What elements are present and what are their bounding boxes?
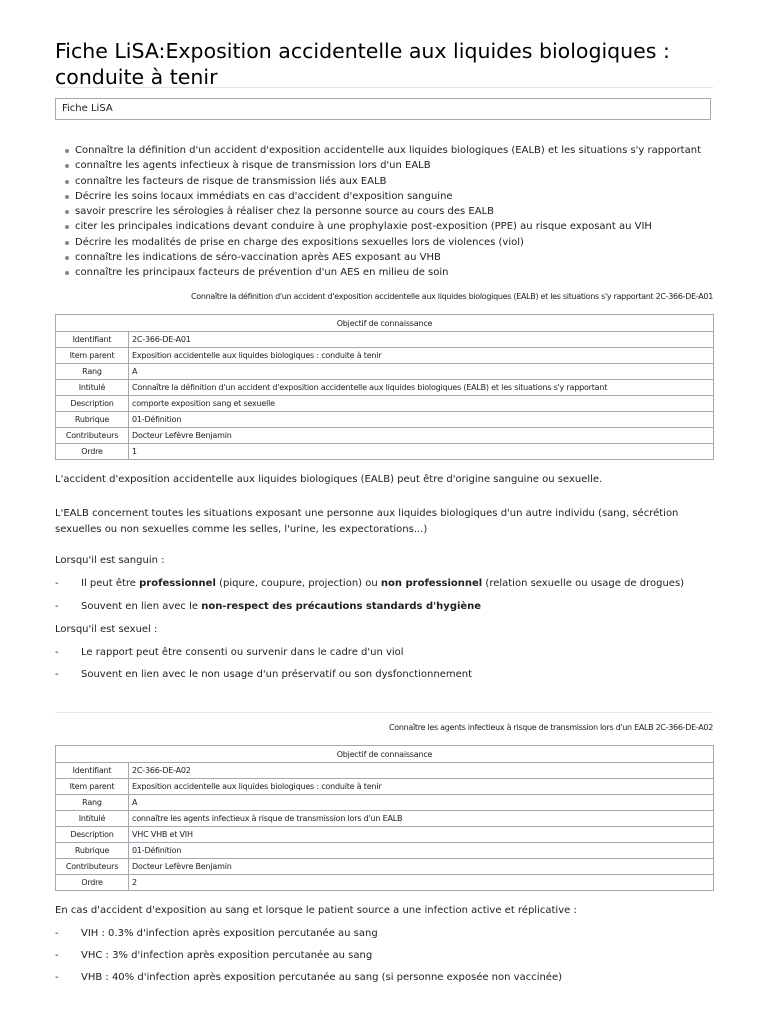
table-row — [56, 875, 714, 891]
table-row — [56, 380, 714, 396]
section2-table — [55, 745, 714, 891]
table-row — [56, 412, 714, 428]
section1-table — [55, 314, 714, 460]
row-label: Contributeurs — [56, 859, 129, 875]
table-row — [56, 396, 714, 412]
table-row — [56, 444, 714, 460]
table-header: Objectif de connaissance — [56, 315, 714, 332]
section2-caption: Connaître les agents infectieux à risque de transmission lors d'un EALB 2C-366-DE-A02 — [388, 723, 713, 732]
row-value: Connaître la définition d'un accident d'exposition accidentelle aux liquides biologiques (EALB) et les situations s'y rapportant — [129, 380, 714, 396]
section-divider — [55, 712, 713, 713]
row-value: Docteur Lefèvre Benjamin — [129, 859, 714, 875]
text-span: VIH : 0.3% d'infection après exposition percutanée au sang — [81, 928, 378, 939]
text-span: (relation sexuelle ou usage de drogues) — [482, 578, 685, 589]
row-value: Exposition accidentelle aux liquides biologiques : conduite à tenir — [129, 348, 714, 364]
dash-marker: - — [55, 601, 59, 612]
row-value: Exposition accidentelle aux liquides biologiques : conduite à tenir — [129, 779, 714, 795]
row-value: 2C-366-DE-A02 — [129, 763, 714, 779]
row-label: Identifiant — [56, 332, 129, 348]
table-row — [56, 843, 714, 859]
table-row — [56, 364, 714, 380]
text-span: Souvent en lien avec le — [81, 601, 202, 612]
list-item — [55, 948, 372, 963]
table-row — [56, 763, 714, 779]
table-row — [56, 332, 714, 348]
dash-marker: - — [55, 669, 59, 680]
page-title-line2: conduite à tenir — [55, 65, 218, 89]
page-title-line1: Fiche LiSA:Exposition accidentelle aux liquides biologiques : — [55, 39, 670, 63]
bold-text: non professionnel — [380, 578, 483, 589]
row-value: 01-Définition — [129, 843, 714, 859]
list-item: connaître les principaux facteurs de prévention d'un AES en milieu de soin — [63, 265, 701, 280]
row-value: VHC VHB et VIH — [129, 827, 714, 843]
paragraph: L'EALB concernent toutes les situations exposant une personne aux liquides biologiques d'un autre individu (sang, sécrétion sexuelles ou non sexuelles comme les selles, l'urine, les expectorations...) — [55, 508, 679, 535]
table-row — [56, 859, 714, 875]
text-span: VHB : 40% d'infection après exposition percutanée au sang (si personne exposée non vaccinée) — [81, 972, 563, 983]
row-label: Contributeurs — [56, 428, 129, 444]
dash-marker: - — [55, 972, 59, 983]
text-span: Il peut être — [81, 578, 140, 589]
category-link[interactable]: Fiche LiSA — [62, 103, 113, 114]
row-label: Description — [56, 396, 129, 412]
row-label: Rang — [56, 795, 129, 811]
row-label: Description — [56, 827, 129, 843]
text-span: Le rapport peut être consenti ou survenir dans le cadre d'un viol — [81, 647, 404, 658]
list-item: Décrire les modalités de prise en charge des expositions sexuelles lors de violences (viol) — [63, 235, 701, 250]
text-span: Souvent en lien avec le non usage d'un préservatif ou son dysfonctionnement — [81, 669, 473, 680]
row-label: Rubrique — [56, 843, 129, 859]
row-label: Item parent — [56, 779, 129, 795]
row-value: A — [129, 364, 714, 380]
bold-text: professionnel — [139, 578, 216, 589]
table-row — [56, 348, 714, 364]
paragraph: En cas d'accident d'exposition au sang et lorsque le patient source a une infection active et réplicative : — [55, 905, 577, 916]
blood-intro: Lorsqu'il est sanguin : — [55, 555, 165, 566]
text-span: VHC : 3% d'infection après exposition percutanée au sang — [81, 950, 373, 961]
row-label: Intitulé — [56, 811, 129, 827]
row-value: Docteur Lefèvre Benjamin — [129, 428, 714, 444]
row-value: A — [129, 795, 714, 811]
list-item — [55, 667, 472, 682]
table-header: Objectif de connaissance — [56, 746, 714, 763]
dash-marker: - — [55, 578, 59, 589]
table-row — [56, 827, 714, 843]
table-row — [56, 795, 714, 811]
table-row — [56, 811, 714, 827]
row-label: Ordre — [56, 444, 129, 460]
category-box[interactable] — [55, 98, 711, 120]
row-value: connaître les agents infectieux à risque de transmission lors d'un EALB — [129, 811, 714, 827]
list-item — [55, 576, 684, 591]
list-item: Connaître la définition d'un accident d'exposition accidentelle aux liquides biologiques (EALB) et les situations s'y rapportant — [63, 143, 701, 158]
row-label: Ordre — [56, 875, 129, 891]
paragraph: L'accident d'exposition accidentelle aux liquides biologiques (EALB) peut être d'origine sanguine ou sexuelle. — [55, 474, 603, 485]
row-label: Intitulé — [56, 380, 129, 396]
row-label: Item parent — [56, 348, 129, 364]
list-item: citer les principales indications devant conduire à une prophylaxie post-exposition (PPE) au risque exposant au VIH — [63, 219, 701, 234]
row-value: 1 — [129, 444, 714, 460]
list-item: Décrire les soins locaux immédiats en cas d'accident d'exposition sanguine — [63, 189, 701, 204]
list-item — [55, 599, 481, 614]
list-item — [55, 645, 404, 660]
row-value: comporte exposition sang et sexuelle — [129, 396, 714, 412]
title-divider — [55, 87, 713, 88]
section1-caption: Connaître la définition d'un accident d'exposition accidentelle aux liquides biologiques (EALB) et les situations s'y rapportant 2C-366-DE-A01 — [190, 292, 713, 301]
list-item: savoir prescrire les sérologies à réaliser chez la personne source au cours des EALB — [63, 204, 701, 219]
table-row — [56, 779, 714, 795]
list-item: connaître les agents infectieux à risque de transmission lors d'un EALB — [63, 158, 701, 173]
list-item — [55, 926, 378, 941]
dash-marker: - — [55, 950, 59, 961]
row-label: Identifiant — [56, 763, 129, 779]
text-span: (piqure, coupure, projection) ou — [215, 578, 381, 589]
row-label: Rubrique — [56, 412, 129, 428]
row-value: 01-Définition — [129, 412, 714, 428]
row-label: Rang — [56, 364, 129, 380]
table-row — [56, 428, 714, 444]
list-item — [55, 970, 562, 985]
dash-marker: - — [55, 928, 59, 939]
list-item: connaître les indications de séro-vaccination après AES exposant au VHB — [63, 250, 701, 265]
sexual-intro: Lorsqu'il est sexuel : — [55, 624, 158, 635]
row-value: 2C-366-DE-A01 — [129, 332, 714, 348]
list-item: connaître les facteurs de risque de transmission liés aux EALB — [63, 174, 701, 189]
page-title — [55, 38, 725, 90]
dash-marker: - — [55, 647, 59, 658]
bold-text: non-respect des précautions standards d'hygiène — [201, 601, 482, 612]
row-value: 2 — [129, 875, 714, 891]
objectives-list — [63, 143, 701, 281]
